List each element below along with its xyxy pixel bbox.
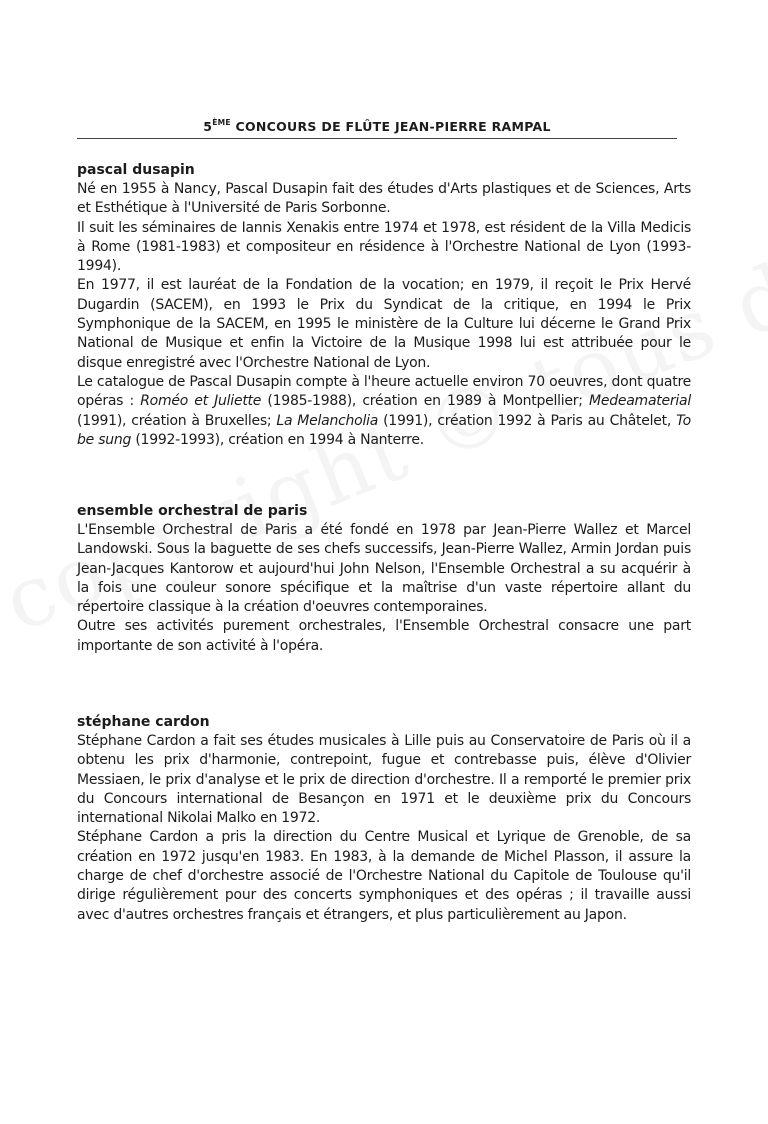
text-run: (1992-1993), création en 1994 à Nanterre. [131,431,424,448]
section-body [77,180,691,450]
work-title: Roméo et Juliette [140,393,262,410]
page-header [77,119,677,134]
section-pascal-dusapin [77,161,691,450]
paragraph: Né en 1955 à Nancy, Pascal Dusapin fait des études d'Arts plastiques et de Sciences, Arts et Esthétique à l'Université de Paris Sorbonne. [77,181,691,217]
text-run: (1991), création 1992 à Paris au Châtelet, [378,412,677,429]
section-title: pascal dusapin [77,162,195,178]
header-rule [77,138,677,139]
work-title: To be sung [77,412,691,448]
paragraph: Il suit les séminaires de Iannis Xenakis entre 1974 et 1978, est résident de la Villa Medicis à Rome (1981-1983) et compositeur en résidence à l'Orchestre National de Lyon (1993-1994). [77,219,691,275]
paragraph: Outre ses activités purement orchestrales, l'Ensemble Orchestral consacre une part importante de son activité à l'opéra. [77,618,691,654]
text-run: (1985-1988), création en 1989 à Montpellier; [261,393,590,410]
header-number: 5 [203,119,213,135]
section-title: stéphane cardon [77,714,210,730]
section-ensemble-orchestral [77,502,691,656]
section-title: ensemble orchestral de paris [77,503,308,519]
section-stephane-cardon [77,713,691,925]
section-body [77,521,691,656]
header-superscript: ÈME [212,118,231,127]
text-run: Le catalogue de Pascal Dusapin compte à l'heure actuelle environ 70 oeuvres, dont quatre opéras : [77,373,691,410]
paragraph: En 1977, il est lauréat de la Fondation de la vocation; en 1979, il reçoit le Prix Hervé Dugardin (SACEM), en 1993 le Prix du Syndicat de la critique, en 1994 le Prix Symphonique de la SACEM, en 1995 le ministère de la Culture lui décerne le Grand Prix National de Musique et enfin la Victoire de la Musique 1998 lui est attribuée pour le disque enregistré avec l'Orchestre National de Lyon. [77,277,691,371]
paragraph: Stéphane Cardon a pris la direction du Centre Musical et Lyrique de Grenoble, de sa création en 1972 jusqu'en 1983. En 1983, à la demande de Michel Plasson, il assure la charge de chef d'orchestre associé de l'Orchestre National du Capitole de Toulouse qu'il dirige régulièrement pour des concerts symphoniques et des opéras ; il travaille aussi avec d'autres orchestres français et étrangers, et plus particulièrement au Japon. [77,829,691,923]
paragraph [77,373,691,450]
section-body [77,732,691,925]
work-title: Medeamaterial [589,393,691,410]
paragraph: L'Ensemble Orchestral de Paris a été fondé en 1978 par Jean-Pierre Wallez et Marcel Landowski. Sous la baguette de ses chefs successifs, Jean-Pierre Wallez, Armin Jordan puis Jean-Jacques Kantorow et aujourd'hui John Nelson, l'Ensemble Orchestral a su acquérir à la fois une couleur sonore spécifique et la maîtrise d'un vaste répertoire allant du répertoire classique à la création d'oeuvres contemporaines. [77,522,691,616]
text-run: (1991), création à Bruxelles; [77,412,277,429]
paragraph: Stéphane Cardon a fait ses études musicales à Lille puis au Conservatoire de Paris où il a obtenu les prix d'harmonie, contrepoint, fugue et contrebasse puis, élève d'Olivier Messiaen, le prix d'analyse et le prix de direction d'orchestre. Il a remporté le premier prix du Concours international de Besançon en 1971 et le deuxième prix du Concours international Nikolai Malko en 1972. [77,733,691,827]
work-title: La Melancholia [276,412,379,429]
header-title: CONCOURS DE FLÛTE JEAN-PIERRE RAMPAL [235,119,551,135]
